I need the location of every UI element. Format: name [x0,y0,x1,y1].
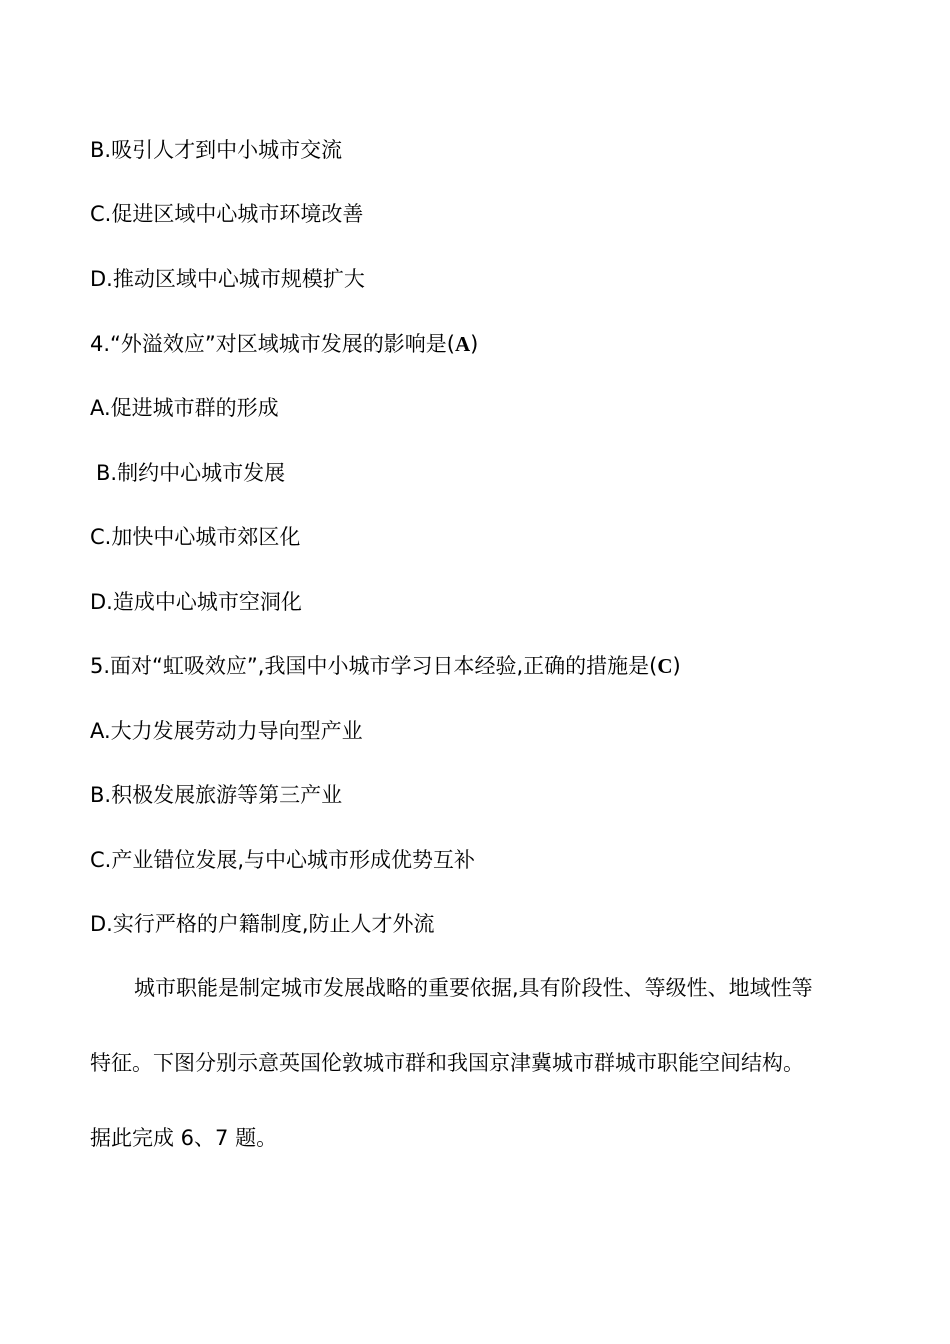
q5-answer: C [657,654,673,678]
passage-line-3: 据此完成 6、7 题。 [90,1126,278,1150]
q5-option-a: A.大力发展劳动力导向型产业 [90,719,363,743]
q5-option-d: D.实行严格的户籍制度,防止人才外流 [90,912,435,936]
q5-option-c: C.产业错位发展,与中心城市形成优势互补 [90,848,476,872]
q5-stem-text: 5.面对“虹吸效应”,我国中小城市学习日本经验,正确的措施是( [90,654,658,678]
q3-option-b: B.吸引人才到中小城市交流 [90,138,343,162]
q4-option-d: D.造成中心城市空洞化 [90,590,302,614]
q5-stem-close: ) [672,654,681,678]
q4-option-b: B.制约中心城市发展 [96,461,286,485]
passage-line-1: 城市职能是制定城市发展战略的重要依据,具有阶段性、等级性、地域性等 [134,976,813,1000]
q4-stem [90,330,478,358]
passage-line-2: 特征。下图分别示意英国伦敦城市群和我国京津冀城市群城市职能空间结构。 [90,1051,804,1075]
q5-option-b: B.积极发展旅游等第三产业 [90,783,343,807]
q4-answer: A [455,332,471,356]
q3-option-c: C.促进区域中心城市环境改善 [90,202,364,226]
q4-option-c: C.加快中心城市郊区化 [90,525,301,549]
q4-stem-text: 4.“外溢效应”对区域城市发展的影响是( [90,332,455,356]
q5-stem [90,652,681,680]
q4-stem-close: ) [470,332,479,356]
q4-option-a: A.促进城市群的形成 [90,396,279,420]
q3-option-d: D.推动区域中心城市规模扩大 [90,267,365,291]
